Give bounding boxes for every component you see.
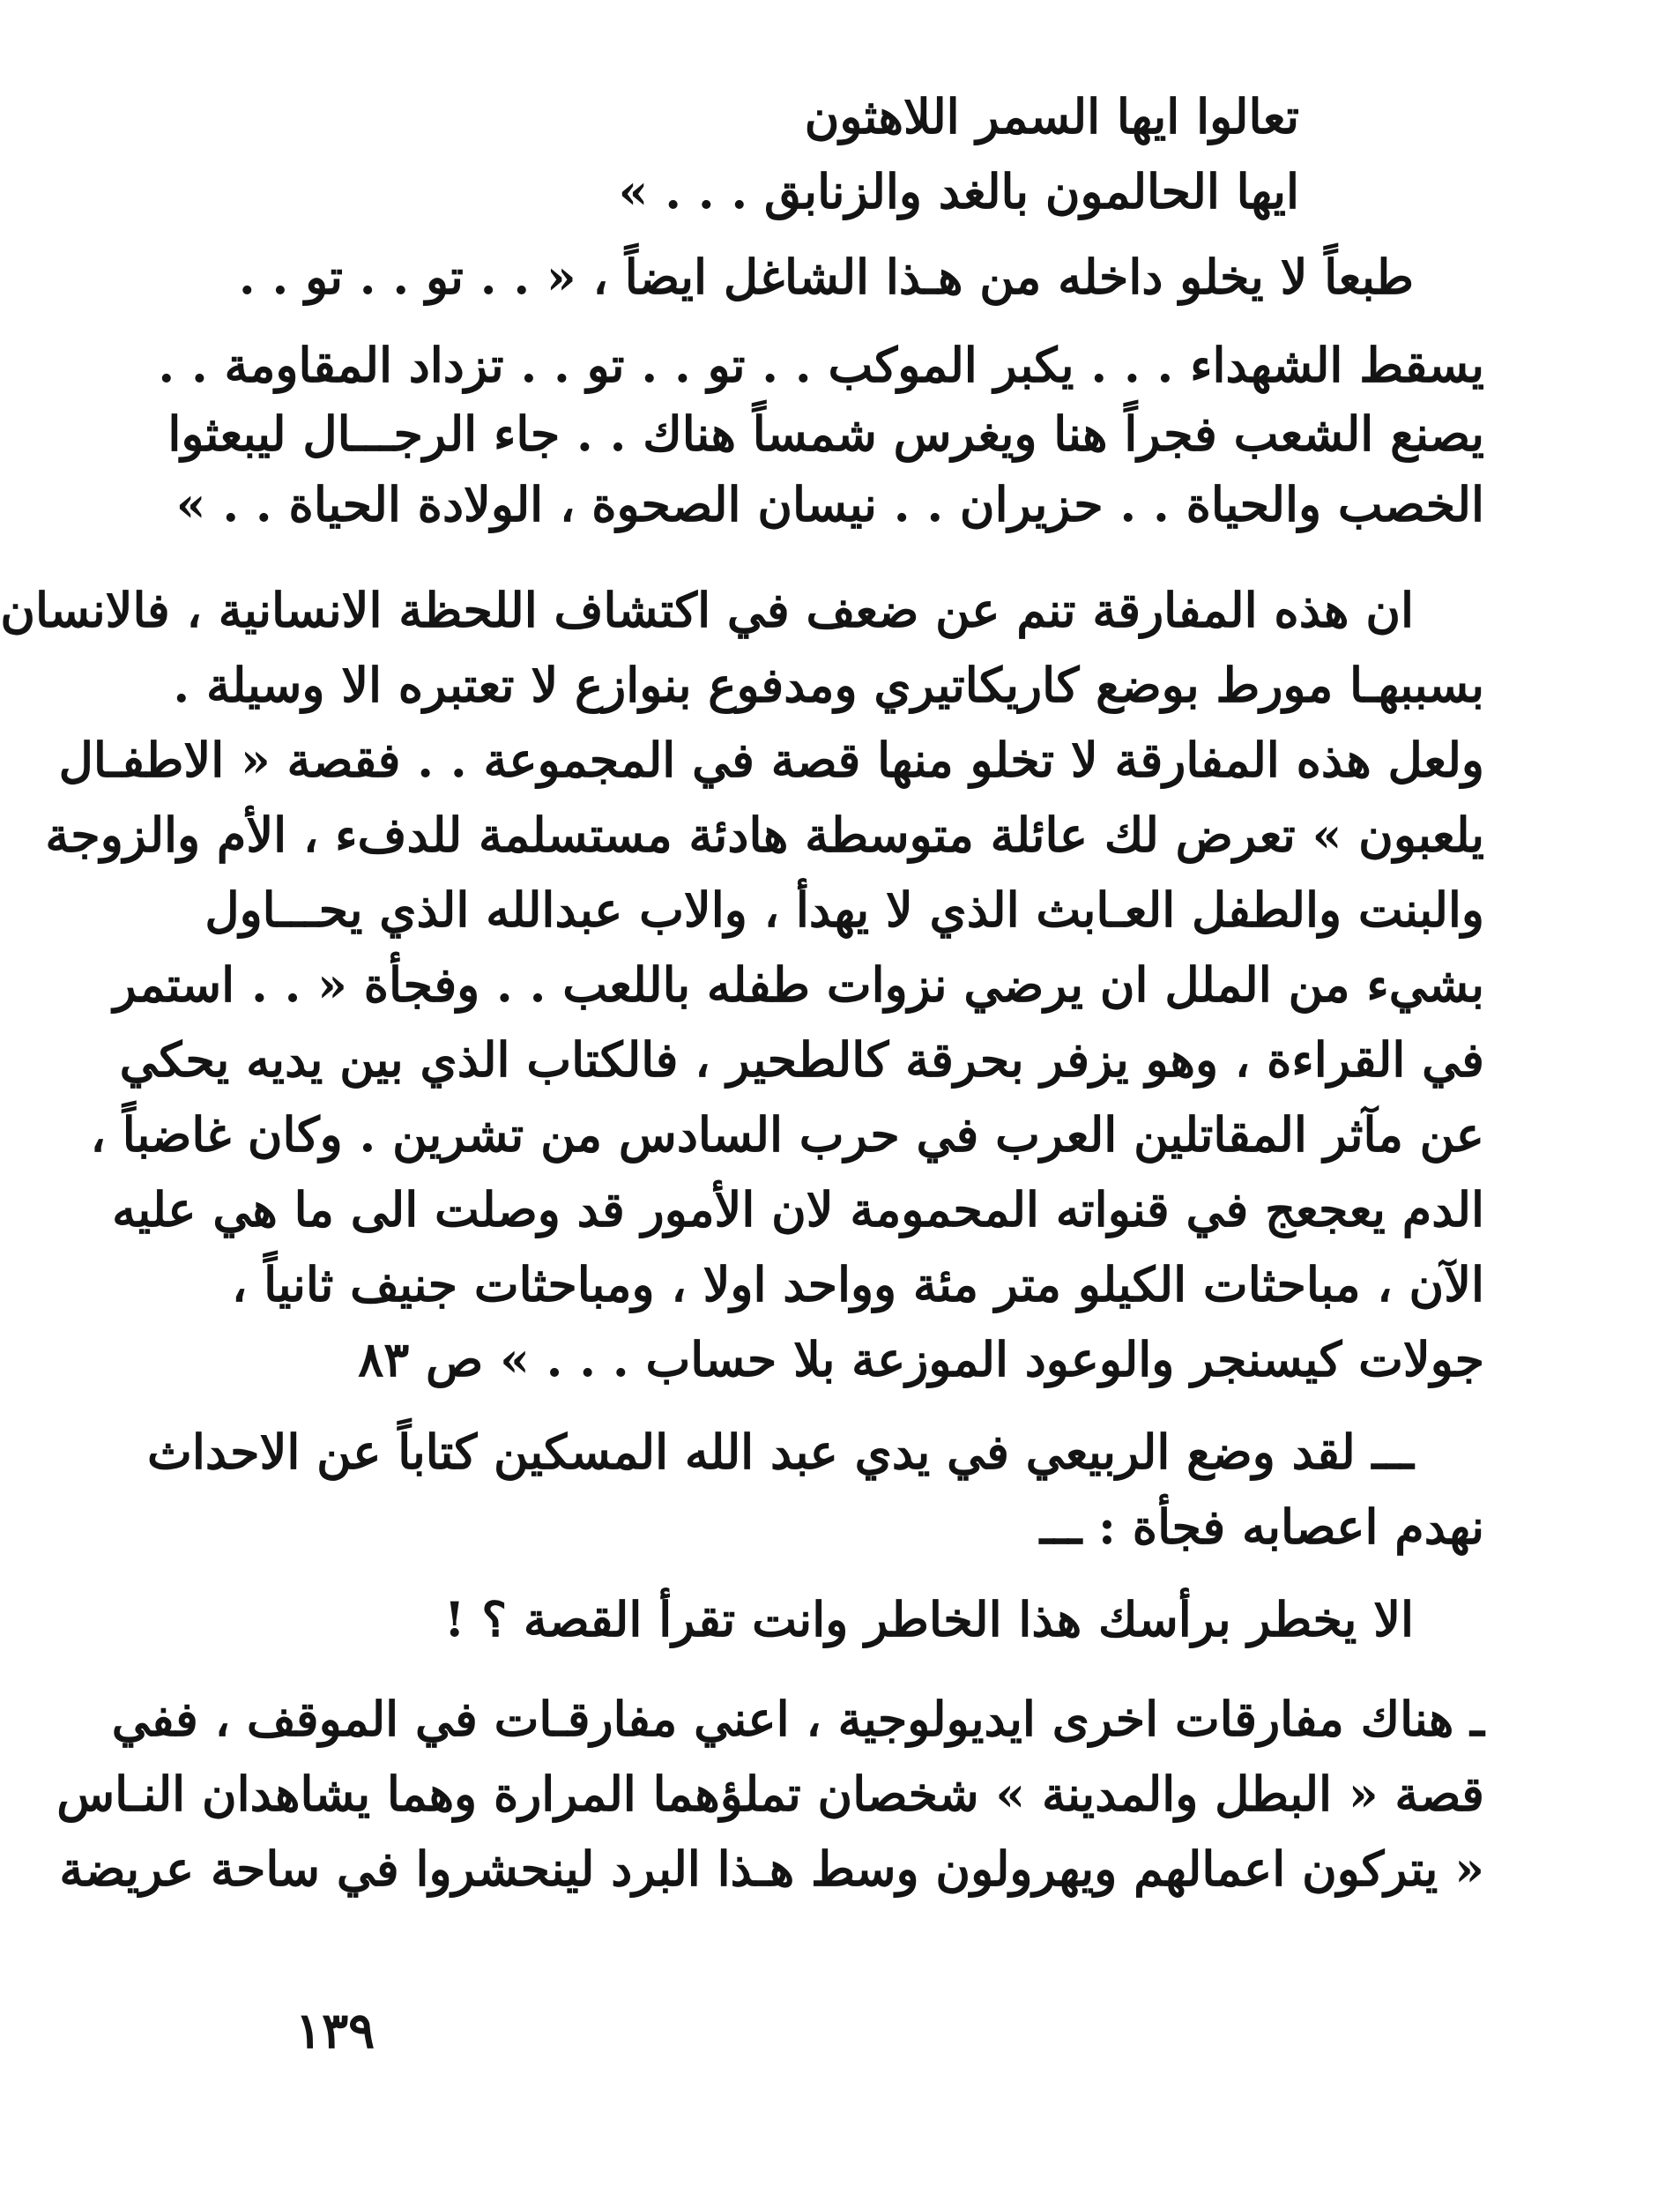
- text-line: يسقط الشهداء . . . يكبر الموكب . . تو . . تو . . تزداد المقاومة . .: [158, 337, 1484, 393]
- text-line: يصنع الشعب فجراً هنا ويغرس شمساً هناك . . جاء الرجـــال ليبعثوا: [167, 405, 1484, 462]
- text-line: الا يخطر برأسك هذا الخاطر وانت تقرأ القصة ؟ !: [443, 1591, 1414, 1647]
- text-line: ان هذه المفارقة تنم عن ضعف في اكتشاف اللحظة الانسانية ، فالانسان: [0, 582, 1414, 638]
- poem-line: ايها الحالمون بالغد والزنابق . . . »: [618, 163, 1299, 219]
- text-line: عن مآثر المقاتلين العرب في حرب السادس من تشرين . وكان غاضباً ،: [90, 1106, 1484, 1163]
- text-line: ـ هناك مفارقات اخرى ايديولوجية ، اعني مفارقـات في الموقف ، ففي: [111, 1691, 1484, 1747]
- text-line: يلعبون » تعرض لك عائلة متوسطة هادئة مستسلمة للدفء ، الأم والزوجة: [45, 807, 1484, 863]
- text-line: قصة « البطل والمدينة » شخصان تملؤهما المرارة وهما يشاهدان النـاس: [56, 1766, 1484, 1822]
- text-line: نهدم اعصابه فجأة : ـــ: [1039, 1498, 1484, 1555]
- text-line: والبنت والطفل العـابث الذي لا يهدأ ، والاب عبدالله الذي يحـــاول: [204, 881, 1484, 938]
- text-line: الآن ، مباحثات الكيلو متر مئة وواحد اولا ، ومباحثات جنيف ثانياً ،: [231, 1256, 1484, 1312]
- text-line: الدم يعجعج في قنواته المحمومة لان الأمور قد وصلت الى ما هي عليه: [112, 1181, 1484, 1238]
- text-line: الخصب والحياة . . حزيران . . نيسان الصحوة ، الولادة الحياة . . »: [175, 476, 1484, 532]
- text-line: « يتركون اعمالهم ويهرولون وسط هـذا البرد لينحشروا في ساحة عريضة: [59, 1840, 1484, 1897]
- text-line: بسببهـا مورط بوضع كاريكاتيري ومدفوع بنوازع لا تعتبره الا وسيلة .: [173, 657, 1484, 713]
- text-line: بشيء من الملل ان يرضي نزوات طفله باللعب . . وفجأة « . . استمر: [113, 956, 1484, 1013]
- page-number: ١٣٩: [295, 2002, 375, 2060]
- text-line: جولات كيسنجر والوعود الموزعة بلا حساب . . . » ص ٨٣: [358, 1331, 1484, 1387]
- text-line: ولعل هذه المفارقة لا تخلو منها قصة في المجموعة . . فقصة « الاطفـال: [58, 732, 1484, 788]
- text-line: طبعاً لا يخلو داخله من هـذا الشاغل ايضاً ، « . . تو . . تو . .: [238, 249, 1414, 305]
- text-line: ـــ لقد وضع الربيعي في يدي عبد الله المسكين كتاباً عن الاحداث: [147, 1424, 1414, 1480]
- text-line: في القراءة ، وهو يزفر بحرقة كالطحير ، فالكتاب الذي بين يديه يحكي: [119, 1031, 1484, 1088]
- poem-line: تعالوا ايها السمر اللاهثون: [804, 88, 1299, 145]
